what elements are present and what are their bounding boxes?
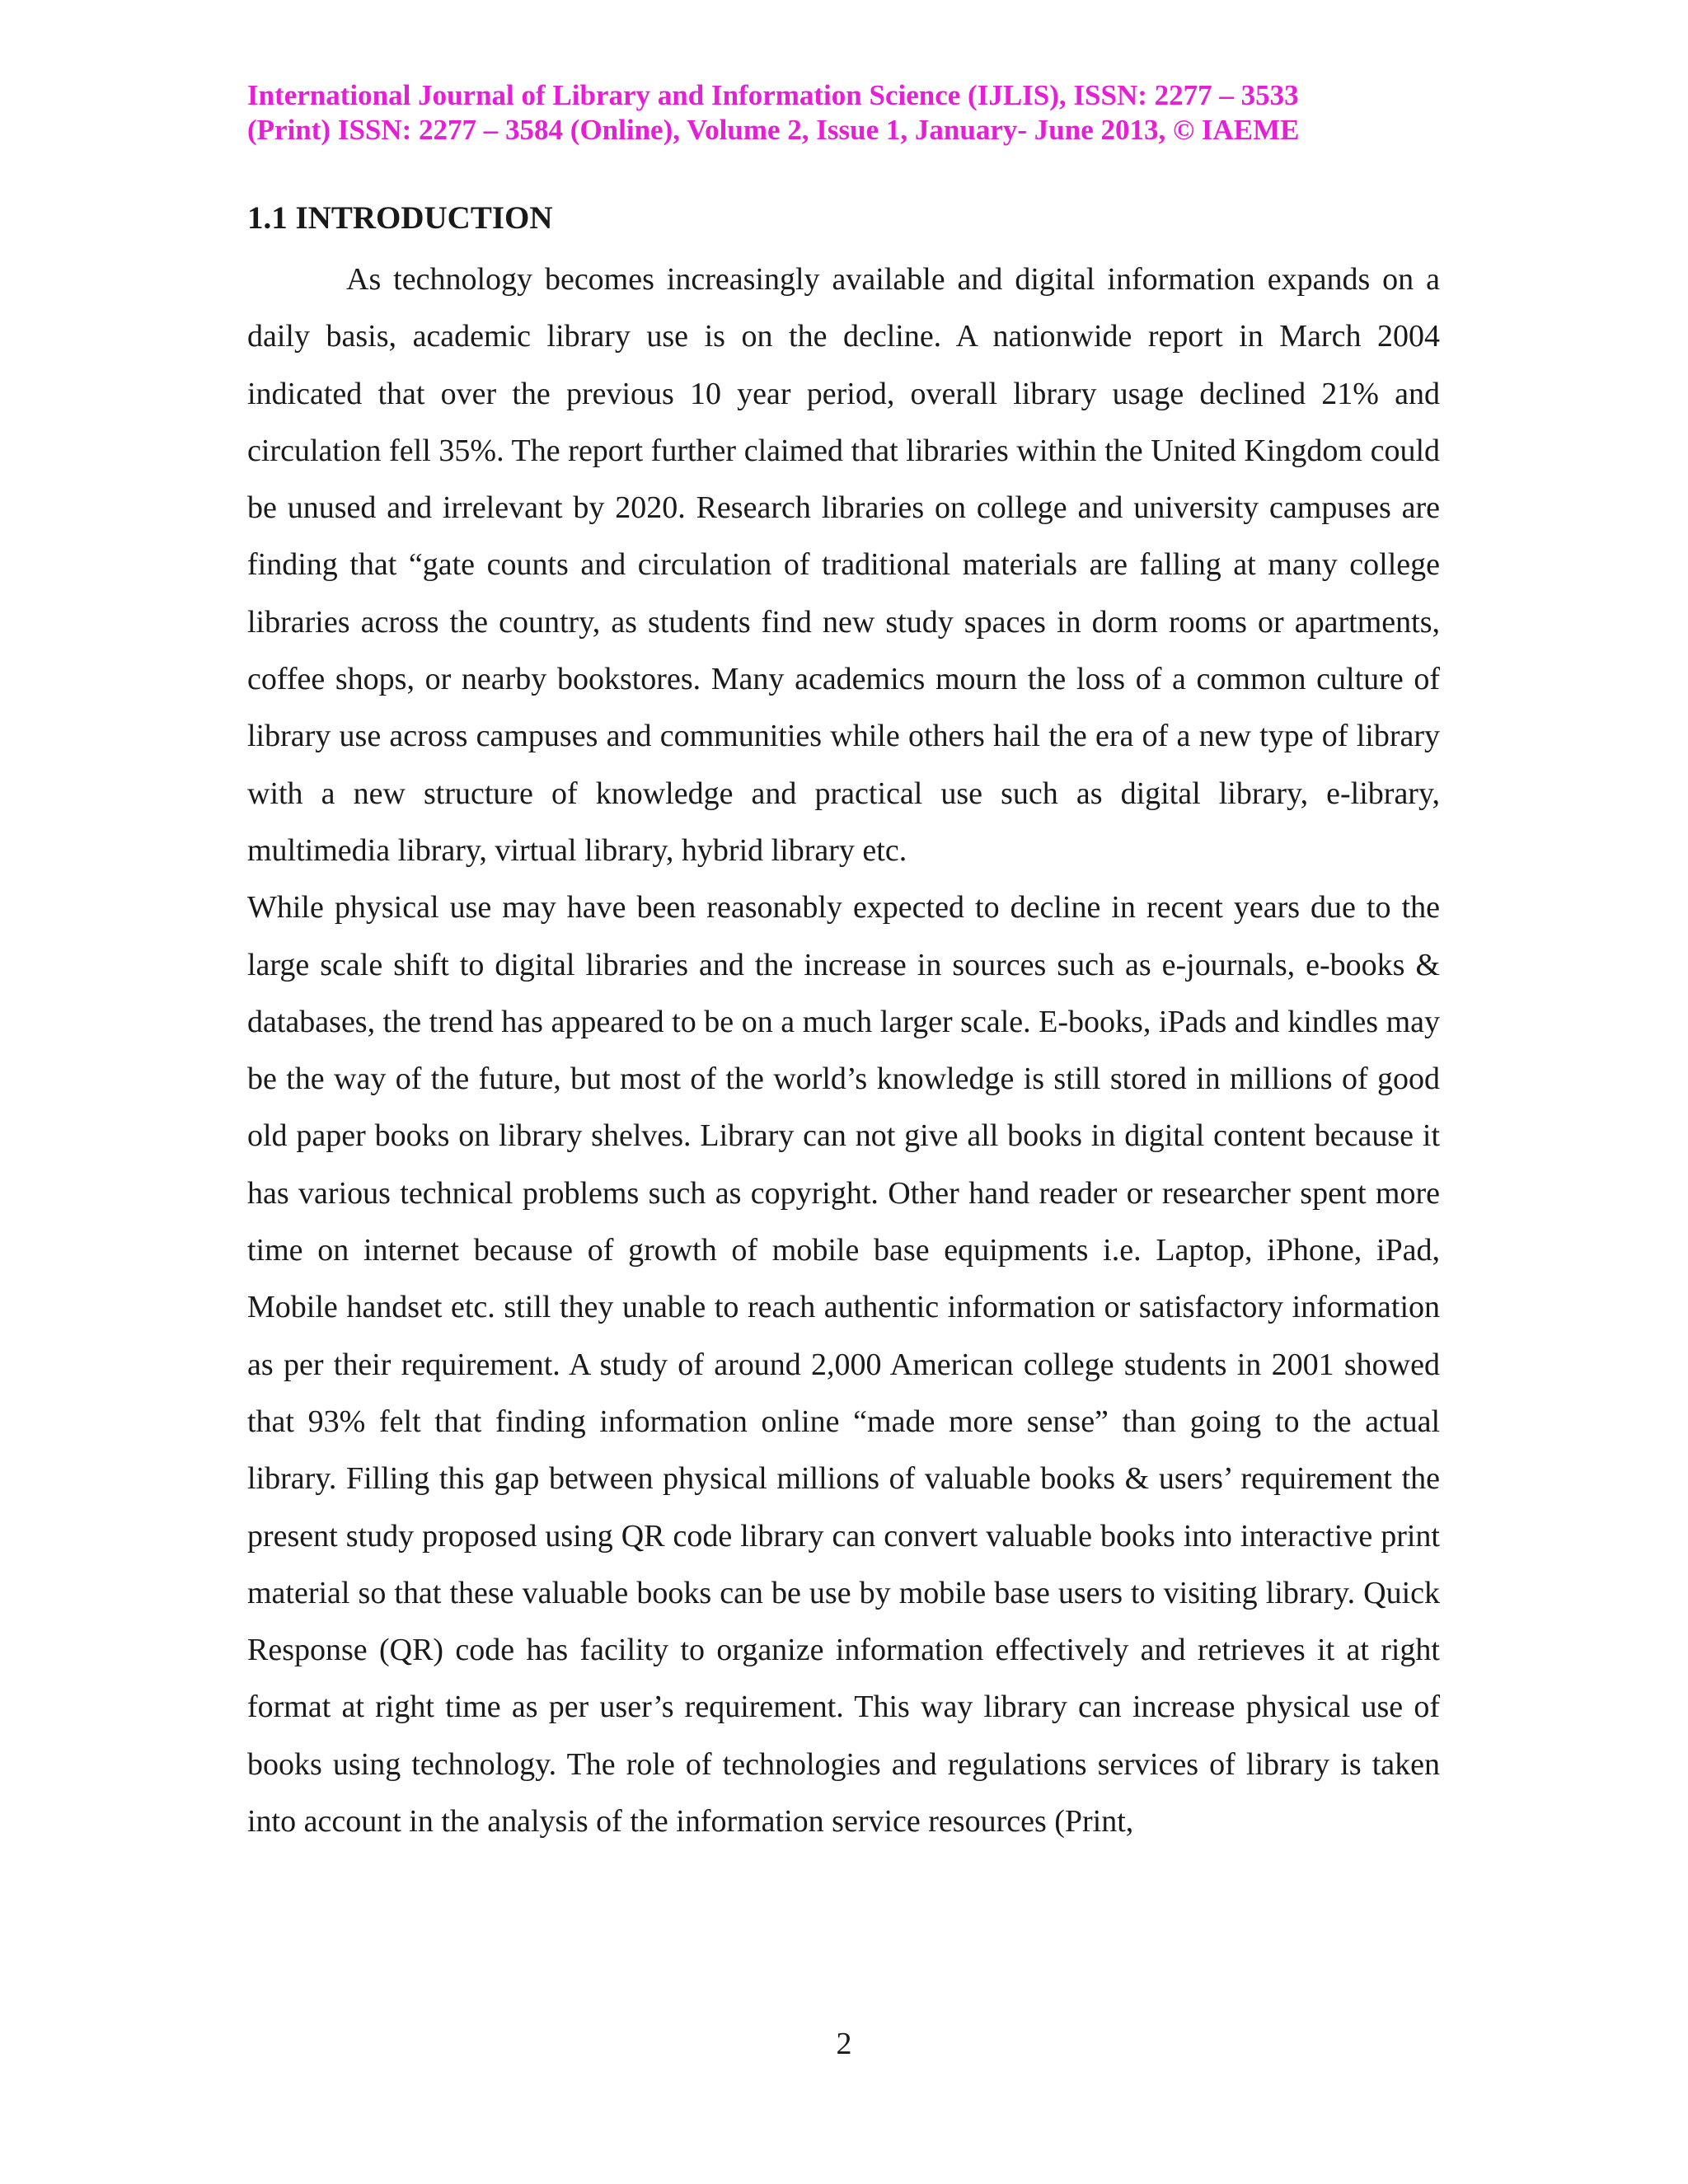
running-header [247, 78, 1442, 148]
running-header-line-2: (Print) ISSN: 2277 – 3584 (Online), Volume 2, Issue 1, January- June 2013, © IAEME [247, 114, 1300, 146]
page-number: 2 [836, 2027, 852, 2061]
paragraph-1: As technology becomes increasingly available and digital information expands on a daily basis, academic library use is on the decline. A nationwide report in March 2004 indicated that over the previous 10 year period, overall library usage declined 21% and circulation fell 35%. The report further claimed that libraries within the United Kingdom could be unused and irrelevant by 2020. Research libraries on college and university campuses are finding that “gate counts and circulation of traditional materials are falling at many college libraries across the country, as students find new study spaces in dorm rooms or apartments, coffee shops, or nearby bookstores. Many academics mourn the loss of a common culture of library use across campuses and communities while others hail the era of a new type of library with a new structure of knowledge and practical use such as digital library, e-library, multimedia library, virtual library, hybrid library etc. [247, 262, 1440, 868]
running-header-line-1: International Journal of Library and Information Science (IJLIS), ISSN: 2277 – 3533 [247, 79, 1299, 111]
section-heading: 1.1 INTRODUCTION [247, 200, 553, 236]
section-body [247, 251, 1440, 1850]
paragraph-2: While physical use may have been reasonably expected to decline in recent years due to the large scale shift to digital libraries and the increase in sources such as e-journals, e-books & databases, the trend has appeared to be on a much larger scale. E-books, iPads and kindles may be the way of the future, but most of the world’s knowledge is still stored in millions of good old paper books on library shelves. Library can not give all books in digital content because it has various technical problems such as copyright. Other hand reader or researcher spent more time on internet because of growth of mobile base equipments i.e. Laptop, iPhone, iPad, Mobile handset etc. still they unable to reach authentic information or satisfactory information as per their requirement. A study of around 2,000 American college students in 2001 showed that 93% felt that finding information online “made more sense” than going to the actual library. Filling this gap between physical millions of valuable books & users’ requirement the present study proposed using QR code library can convert valuable books into interactive print material so that these valuable books can be use by mobile base users to visiting library. Quick Response (QR) code has facility to organize information effectively and retrieves it at right format at right time as per user’s requirement. This way library can increase physical use of books using technology. The role of technologies and regulations services of library is taken into account in the analysis of the information service resources (Print, [247, 890, 1440, 1840]
